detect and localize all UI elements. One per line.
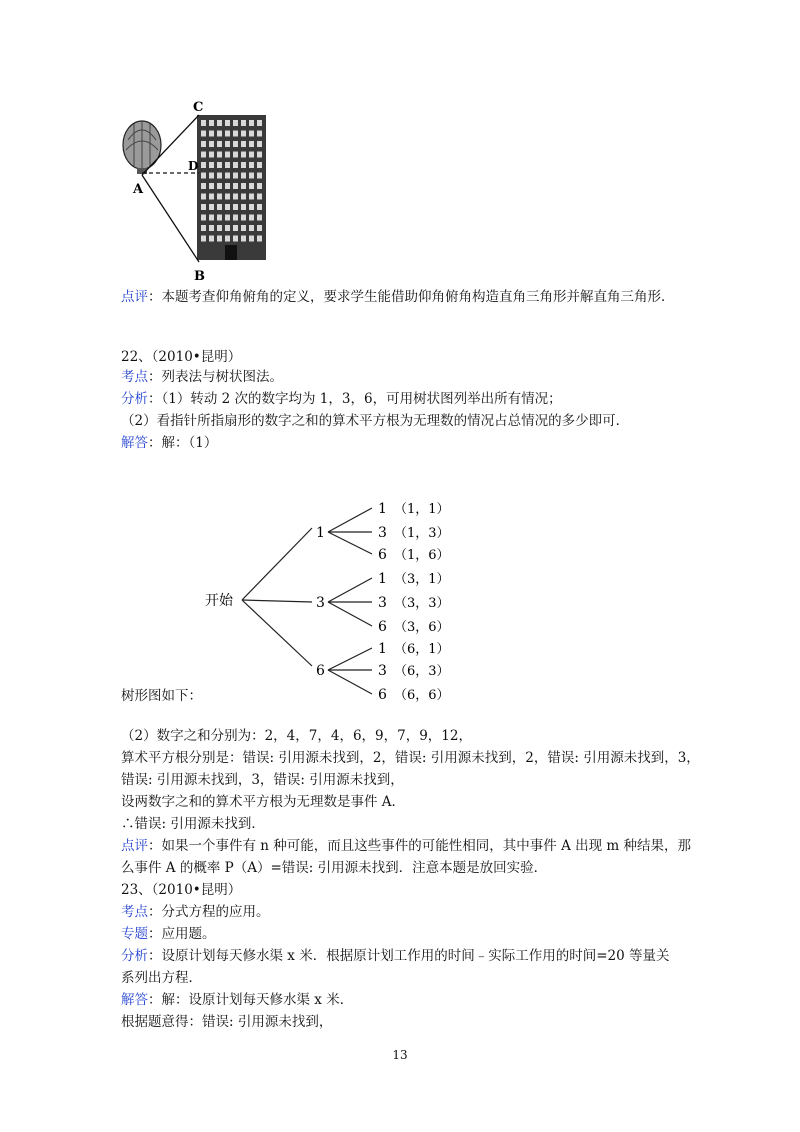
building-window	[241, 120, 246, 126]
building-window	[241, 194, 246, 200]
building-window	[257, 141, 262, 147]
building-window	[233, 215, 238, 221]
building-window	[225, 120, 230, 126]
building-window	[209, 236, 214, 242]
building-window	[225, 215, 230, 221]
building-window	[201, 173, 206, 179]
building-window	[209, 225, 214, 231]
building-window	[249, 173, 254, 179]
building-window	[233, 120, 238, 126]
tree-pair: （1，6）	[394, 548, 450, 563]
building-window	[209, 173, 214, 179]
building-window	[257, 131, 262, 137]
tree-leaf: 3	[378, 525, 387, 541]
building-window	[225, 152, 230, 158]
q22-dianping-1: 点评：如果一个事件有 n 种可能，而且这些事件的可能性相同，其中事件 A 出现 m 种结果，那	[121, 838, 691, 854]
label-c: C	[193, 100, 204, 115]
q23-fenxi-2: 系列出方程．	[121, 970, 202, 986]
building-window	[249, 120, 254, 126]
comment-top: 点评：本题考查仰角俯角的定义，要求学生能借助仰角俯角构造直角三角形并解直角三角形．	[121, 289, 675, 305]
tree-branch	[328, 508, 372, 532]
building-window	[217, 152, 222, 158]
building-window	[249, 225, 254, 231]
building-window	[257, 120, 262, 126]
building-window	[217, 173, 222, 179]
building-window	[249, 204, 254, 210]
building-window	[225, 162, 230, 168]
building-window	[233, 131, 238, 137]
building-window	[233, 173, 238, 179]
building-window	[201, 215, 206, 221]
tree-level1-node: 1	[316, 525, 325, 541]
tree-root: 开始	[205, 593, 233, 609]
building-window	[225, 236, 230, 242]
tree-level1-node: 6	[316, 663, 325, 679]
building-window	[241, 131, 246, 137]
building-window	[257, 173, 262, 179]
building-window	[217, 183, 222, 189]
label-d: D	[188, 159, 199, 173]
building-window	[249, 152, 254, 158]
tree-pair: （6，1）	[394, 642, 450, 657]
building-window	[257, 152, 262, 158]
tree-branch	[328, 532, 372, 554]
building-window	[249, 236, 254, 242]
building-window	[201, 152, 206, 158]
building-window	[217, 131, 222, 137]
building-window	[233, 162, 238, 168]
tree-level1-node: 3	[316, 595, 325, 611]
building-window	[233, 236, 238, 242]
building-window	[249, 215, 254, 221]
building-window	[257, 162, 262, 168]
building-window	[201, 204, 206, 210]
building-window	[217, 215, 222, 221]
q22-event: 设两数字之和的算术平方根为无理数是事件 A．	[121, 794, 406, 810]
tree-leaf: 6	[378, 619, 387, 635]
tree-branch	[242, 600, 312, 666]
building-window	[257, 236, 262, 242]
q22-part2: （2）数字之和分别为：2，4，7，4，6，9，7，9，12，	[121, 728, 472, 744]
building-window	[249, 141, 254, 147]
tree-leaf: 3	[378, 595, 387, 611]
building	[197, 115, 266, 260]
building-window	[233, 152, 238, 158]
q23-zhuanti: 专题：应用题。	[121, 926, 216, 942]
tree-leaf: 3	[378, 663, 387, 679]
tree-leaf: 1	[378, 641, 387, 657]
building-window	[241, 152, 246, 158]
q23-kaodian: 考点：分式方程的应用。	[121, 904, 270, 920]
building-window	[209, 131, 214, 137]
tree-branch	[328, 648, 372, 670]
building-window	[225, 225, 230, 231]
q22-therefore: ∴错误: 引用源未找到．	[121, 816, 265, 832]
tree-pair: （6，3）	[394, 664, 450, 679]
building-window	[225, 131, 230, 137]
building-window	[209, 152, 214, 158]
tree-diagram	[0, 490, 800, 710]
tree-pair: （1，1）	[394, 502, 450, 517]
building-window	[217, 225, 222, 231]
tree-leaf: 1	[378, 571, 387, 587]
tree-leaf: 6	[378, 547, 387, 563]
q22-sqrt-2: 错误: 引用源未找到，3，错误: 引用源未找到，	[121, 772, 404, 788]
building-window	[249, 183, 254, 189]
tree-branch	[328, 578, 372, 602]
q23-yide: 根据题意得：错误: 引用源未找到，	[121, 1014, 333, 1030]
building-window	[209, 215, 214, 221]
building-window	[225, 183, 230, 189]
building-window	[233, 225, 238, 231]
tree-pair: （1，3）	[394, 526, 450, 541]
building-window	[257, 194, 262, 200]
tree-leaf: 1	[378, 501, 387, 517]
building-window	[201, 141, 206, 147]
building-window	[225, 194, 230, 200]
building-window	[217, 236, 222, 242]
building-window	[241, 236, 246, 242]
building-window	[233, 194, 238, 200]
building-window	[241, 162, 246, 168]
building-window	[201, 194, 206, 200]
comment-tag: 点评	[121, 289, 148, 305]
building-window	[241, 183, 246, 189]
building-window	[257, 215, 262, 221]
q22-dianping-2: 么事件 A 的概率 P（A）=错误: 引用源未找到．注意本题是放回实验．	[121, 860, 548, 876]
building-window	[201, 183, 206, 189]
building-window	[209, 162, 214, 168]
building-window	[257, 225, 262, 231]
q22-sqrt-1: 算术平方根分别是：错误: 引用源未找到，2，错误: 引用源未找到，2，错误: 引用源未找到，3，	[121, 750, 700, 766]
building-window	[201, 162, 206, 168]
building-window	[217, 141, 222, 147]
building-window	[257, 204, 262, 210]
building-window	[249, 162, 254, 168]
tree-branch	[242, 528, 312, 600]
building-window	[225, 173, 230, 179]
building-window	[201, 225, 206, 231]
building-window	[241, 173, 246, 179]
q23-jieda: 解答：解：设原计划每天修水渠 x 米．	[121, 992, 354, 1008]
q23-fenxi-1: 分析：设原计划每天修水渠 x 米．根据原计划工作用的时间﹣实际工作用的时间=20 等量关	[121, 948, 670, 964]
label-b: B	[194, 269, 205, 284]
q22-header: 22、（2010•昆明）	[121, 349, 242, 365]
q23-header: 23、（2010•昆明）	[121, 882, 242, 898]
building-window	[209, 204, 214, 210]
building-window	[217, 162, 222, 168]
building-window	[241, 141, 246, 147]
building-window	[217, 204, 222, 210]
tree-leaf: 6	[378, 687, 387, 703]
building-window	[201, 131, 206, 137]
q22-kaodian: 考点：列表法与树状图法。	[121, 369, 283, 385]
building-window	[241, 204, 246, 210]
tree-pair: （3，1）	[394, 572, 450, 587]
building-window	[233, 183, 238, 189]
q22-fenxi-2: （2）看指针所指扇形的数字之和的算术平方根为无理数的情况占总情况的多少即可．	[121, 413, 630, 429]
building-window	[241, 225, 246, 231]
building-window	[225, 141, 230, 147]
building-window	[209, 141, 214, 147]
balloon-building-figure	[0, 0, 800, 290]
building-window	[233, 204, 238, 210]
building-window	[209, 194, 214, 200]
tree-pair: （3，3）	[394, 596, 450, 611]
building-window	[217, 194, 222, 200]
tree-branch	[328, 670, 372, 694]
building-window	[249, 131, 254, 137]
building-door	[225, 245, 237, 260]
building-window	[249, 194, 254, 200]
building-window	[257, 183, 262, 189]
tree-branch	[328, 602, 372, 626]
q22-jieda: 解答：解：（1）	[121, 435, 218, 451]
tree-pair: （6，6）	[394, 688, 450, 703]
building-window	[233, 141, 238, 147]
page-number: 13	[392, 1048, 408, 1062]
tree-branch	[242, 600, 312, 602]
q22-fenxi-1: 分析：（1）转动 2 次的数字均为 1，3，6，可用树状图列举出所有情况；	[121, 391, 562, 407]
building-window	[217, 120, 222, 126]
building-window	[201, 120, 206, 126]
building-window	[201, 236, 206, 242]
tree-caption: 树形图如下：	[121, 688, 202, 704]
label-a: A	[133, 182, 144, 197]
building-window	[209, 183, 214, 189]
tree-pair: （3，6）	[394, 620, 450, 635]
building-window	[241, 215, 246, 221]
building-window	[225, 204, 230, 210]
building-window	[209, 120, 214, 126]
